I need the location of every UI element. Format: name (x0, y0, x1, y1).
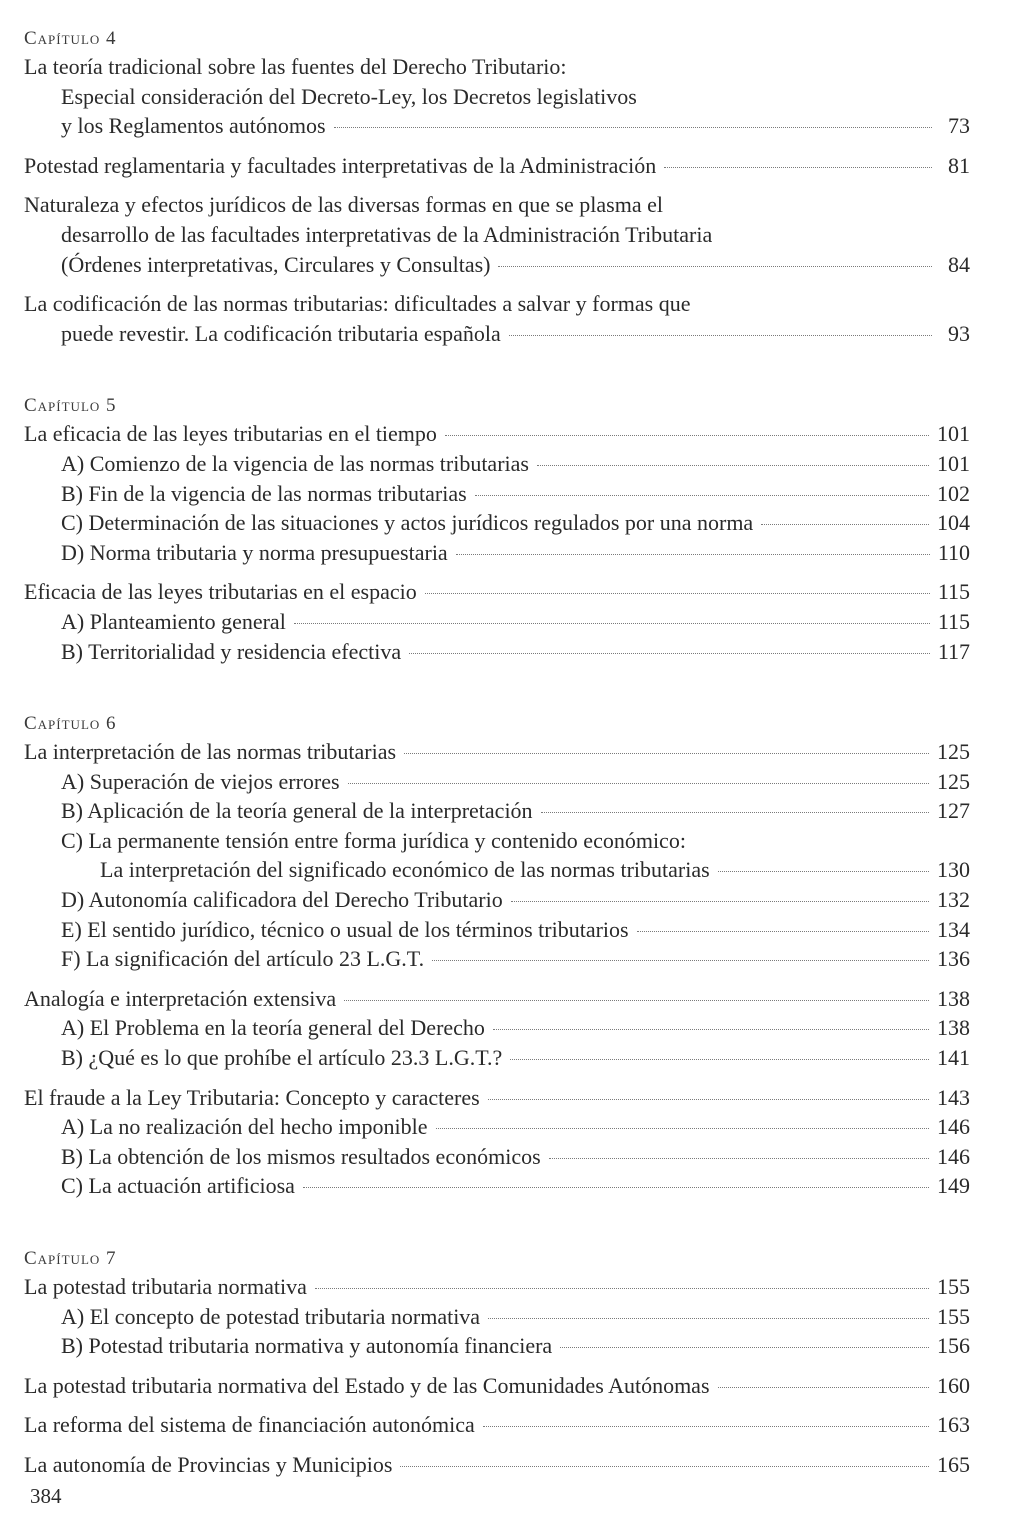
toc-line-text: A) Superación de viejos errores (61, 768, 340, 794)
toc-line (24, 419, 970, 449)
dot-leader (718, 1386, 929, 1388)
toc-page-number: 115 (937, 608, 970, 634)
toc-page-number: 102 (937, 480, 970, 506)
toc-line-text: La potestad tributaria normativa del Estado y de las Comunidades Autónomas (24, 1372, 710, 1398)
dot-leader (348, 782, 929, 784)
toc-entry (24, 52, 970, 141)
toc-line-text: E) El sentido jurídico, técnico o usual de los términos tributarios (61, 916, 629, 942)
dot-leader (303, 1186, 929, 1188)
toc-line (24, 508, 970, 538)
toc-page-number: 130 (937, 857, 970, 883)
toc-page-number: 101 (937, 421, 970, 447)
toc-line (24, 737, 970, 767)
toc-line (24, 190, 970, 220)
dot-leader (498, 265, 932, 267)
chapter-label: Capítulo 7 (24, 1248, 117, 1269)
toc-line (24, 538, 970, 568)
toc-line-text: B) Fin de la vigencia de las normas tributarias (61, 480, 467, 506)
dot-leader (432, 959, 929, 961)
toc-page-number: 132 (937, 887, 970, 913)
footer-page-number: 384 (30, 1484, 62, 1508)
toc-line-text: A) Planteamiento general (61, 608, 286, 634)
toc-page-number: 93 (948, 320, 970, 346)
chapter-section (24, 711, 970, 1201)
toc-line-text: B) ¿Qué es lo que prohíbe el artículo 23.3 L.G.T.? (61, 1045, 503, 1071)
toc-page-number: 165 (937, 1451, 970, 1477)
toc-line-text: desarrollo de las facultades interpretativas de la Administración Tributaria (61, 221, 713, 247)
toc-line (24, 767, 970, 797)
toc-line (24, 52, 970, 82)
toc-entry (24, 1410, 970, 1440)
toc-entry (24, 190, 970, 279)
dot-leader (425, 592, 930, 594)
toc-line (24, 319, 970, 349)
toc-line (24, 1043, 970, 1073)
toc-line (24, 1302, 970, 1332)
toc-line (24, 1371, 970, 1401)
toc-line-text: puede revestir. La codificación tributaria española (61, 320, 501, 346)
toc-line (24, 250, 970, 280)
toc-line (24, 449, 970, 479)
dot-leader (511, 900, 929, 902)
toc-line-text: La reforma del sistema de financiación autonómica (24, 1412, 475, 1438)
dot-leader (537, 464, 929, 466)
chapter-section (24, 1246, 970, 1480)
toc-line (24, 82, 970, 112)
toc-line (24, 1083, 970, 1113)
toc-line-text: C) La permanente tensión entre forma jurídica y contenido económico: (61, 827, 686, 853)
toc-line (24, 479, 970, 509)
toc-entry (24, 1083, 970, 1201)
toc-line-text: Eficacia de las leyes tributarias en el espacio (24, 579, 417, 605)
toc-line-text: B) Aplicación de la teoría general de la interpretación (61, 798, 533, 824)
toc-line-text: D) Autonomía calificadora del Derecho Tributario (61, 887, 503, 913)
dot-leader (475, 494, 929, 496)
toc-page-number: 146 (937, 1143, 970, 1169)
dot-leader (541, 811, 929, 813)
toc-line-text: La autonomía de Provincias y Municipios (24, 1451, 393, 1477)
toc-line-text: A) Comienzo de la vigencia de las normas tributarias (61, 450, 529, 476)
toc-page-number: 125 (937, 768, 970, 794)
toc-line (24, 1013, 970, 1043)
toc-line (24, 915, 970, 945)
toc-page-number: 104 (937, 510, 970, 536)
toc-page-number: 73 (948, 113, 970, 139)
dot-leader (549, 1157, 929, 1159)
toc-line (24, 855, 970, 885)
toc-line-text: C) La actuación artificiosa (61, 1173, 295, 1199)
toc-line-text: Potestad reglamentaria y facultades interpretativas de la Administración (24, 152, 657, 178)
toc-line-text: Naturaleza y efectos jurídicos de las diversas formas en que se plasma el (24, 192, 663, 218)
toc-entry (24, 419, 970, 567)
toc-line-text: F) La significación del artículo 23 L.G.T. (61, 946, 425, 972)
chapter-label: Capítulo 5 (24, 395, 117, 417)
toc-line-text: D) Norma tributaria y norma presupuestaria (61, 539, 448, 565)
toc-entry (24, 1450, 970, 1480)
toc-entry (24, 1272, 970, 1361)
toc-line (24, 1272, 970, 1302)
toc-page-number: 110 (937, 539, 970, 565)
toc-line (24, 220, 970, 250)
toc-page-number: 155 (937, 1303, 970, 1329)
dot-leader (493, 1028, 929, 1030)
toc-line-text: Analogía e interpretación extensiva (24, 985, 337, 1011)
toc-line (24, 826, 970, 856)
toc-entry (24, 984, 970, 1073)
toc-page-number: 125 (937, 739, 970, 765)
toc-line (24, 111, 970, 141)
toc-line (24, 607, 970, 637)
toc-entry (24, 151, 970, 181)
toc-line-text: B) La obtención de los mismos resultados económicos (61, 1143, 541, 1169)
dot-leader (400, 1465, 929, 1467)
toc-entry (24, 577, 970, 666)
chapter-label: Capítulo 4 (24, 28, 117, 49)
toc-line (24, 151, 970, 181)
toc-page-number: 117 (937, 638, 970, 664)
toc-line-text: y los Reglamentos autónomos (61, 113, 326, 139)
toc-line-text: A) La no realización del hecho imponible (61, 1114, 428, 1140)
dot-leader (483, 1425, 929, 1427)
toc-line (24, 796, 970, 826)
dot-leader (509, 334, 932, 336)
chapter-section (24, 26, 970, 348)
dot-leader (560, 1346, 929, 1348)
toc-page-number: 136 (937, 946, 970, 972)
toc-page-number: 163 (937, 1412, 970, 1438)
toc-line-text: La potestad tributaria normativa (24, 1274, 307, 1299)
toc-page-number: 101 (937, 450, 970, 476)
toc-page-number: 84 (948, 251, 970, 277)
dot-leader (510, 1058, 929, 1060)
toc-line-text: A) El Problema en la teoría general del Derecho (61, 1015, 485, 1041)
chapter-label: Capítulo 6 (24, 713, 117, 735)
toc-line (24, 1331, 970, 1361)
dot-leader (456, 553, 930, 555)
toc-line-text: (Órdenes interpretativas, Circulares y Consultas) (61, 251, 491, 277)
toc-page-number: 138 (937, 1015, 970, 1041)
toc-line-text: La eficacia de las leyes tributarias en el tiempo (24, 421, 437, 447)
dot-leader (664, 166, 932, 168)
dot-leader (445, 434, 929, 436)
toc-line-text: La interpretación de las normas tributarias (24, 739, 397, 765)
toc-line-text: La codificación de las normas tributarias: dificultades a salvar y formas que (24, 291, 691, 317)
toc-line (24, 885, 970, 915)
toc-line (24, 1171, 970, 1201)
toc-line (24, 637, 970, 667)
toc-line (24, 1142, 970, 1172)
toc-line (24, 984, 970, 1014)
toc-line-text: B) Potestad tributaria normativa y autonomía financiera (61, 1333, 553, 1359)
toc-page-number: 156 (937, 1333, 970, 1359)
toc-line-text: C) Determinación de las situaciones y actos jurídicos regulados por una norma (61, 510, 754, 536)
toc-line (24, 944, 970, 974)
dot-leader (718, 870, 929, 872)
dot-leader (334, 126, 932, 128)
toc-page-number: 155 (937, 1274, 970, 1299)
toc-entry (24, 289, 970, 348)
toc-line-text: A) El concepto de potestad tributaria normativa (61, 1303, 481, 1329)
dot-leader (404, 752, 929, 754)
toc-line-text: El fraude a la Ley Tributaria: Concepto y caracteres (24, 1084, 480, 1110)
toc-line-text: Especial consideración del Decreto-Ley, los Decretos legislativos (61, 83, 637, 109)
toc-page-number: 143 (937, 1084, 970, 1110)
dot-leader (344, 999, 929, 1001)
toc-entry (24, 1371, 970, 1401)
dot-leader (315, 1287, 929, 1289)
toc-line (24, 577, 970, 607)
toc-page-number: 138 (937, 985, 970, 1011)
dot-leader (761, 523, 929, 525)
toc-line-text: B) Territorialidad y residencia efectiva (61, 638, 402, 664)
dot-leader (637, 930, 929, 932)
table-of-contents (24, 26, 970, 1525)
dot-leader (488, 1098, 929, 1100)
toc-line (24, 289, 970, 319)
toc-page-number: 134 (937, 916, 970, 942)
toc-page-number: 127 (937, 798, 970, 824)
toc-page-number: 141 (937, 1045, 970, 1071)
toc-page-number: 160 (937, 1372, 970, 1398)
toc-page-number: 149 (937, 1173, 970, 1199)
toc-line-text: La teoría tradicional sobre las fuentes del Derecho Tributario: (24, 54, 567, 79)
toc-line-text: La interpretación del significado económico de las normas tributarias (100, 857, 710, 883)
toc-page-number: 81 (948, 152, 970, 178)
chapter-section (24, 393, 970, 666)
toc-line (24, 1450, 970, 1480)
toc-line (24, 1112, 970, 1142)
toc-page-number: 115 (937, 579, 970, 605)
dot-leader (409, 652, 930, 654)
dot-leader (294, 622, 930, 624)
toc-line (24, 1410, 970, 1440)
toc-entry (24, 737, 970, 974)
dot-leader (436, 1127, 929, 1129)
dot-leader (488, 1317, 929, 1319)
toc-page-number: 146 (937, 1114, 970, 1140)
